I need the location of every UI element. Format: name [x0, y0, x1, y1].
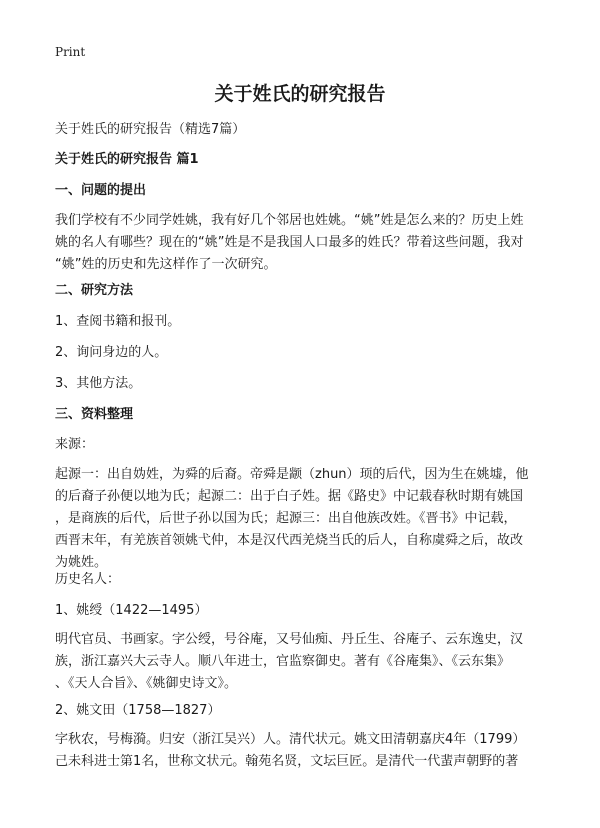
paragraph-line: 姚的名人有哪些？现在的“姚”姓是不是我国人口最多的姓氏？带着这些问题，我对: [55, 235, 524, 250]
paragraph-line: 族，浙江嘉兴大云寺人。顺八年进士，官监察御史。著有《谷庵集》、《云东集》: [55, 654, 511, 669]
paragraph-line: 字秋农，号梅漪。归安（浙江吴兴）人。清代状元。姚文田清朝嘉庆4年（1799）: [55, 732, 526, 747]
person-heading: 1、姚绶（1422—1495）: [55, 603, 208, 618]
paragraph-line: 的后裔子孙便以地为氏；起源二：出于白子姓。据《路史》中记载春秋时期有姚国: [55, 489, 524, 504]
paragraph-line: 己未科进士第1名，世称文状元。翰苑名贤，文坛巨匠。是清代一代蜚声朝野的著: [55, 754, 519, 769]
print-label[interactable]: Print: [55, 45, 86, 59]
paragraph-line: 起源一：出自妫姓，为舜的后裔。帝舜是颛（zhun）顼的后代，因为生在姚墟，他: [55, 467, 529, 482]
section-heading-methods: 二、研究方法: [55, 283, 134, 298]
paragraph-line: 西晋末年，有羌族首领姚弋仲，本是汉代西羌烧当氏的后人，自称虞舜之后，故改: [55, 533, 524, 548]
method-item: 2、询问身边的人。: [55, 345, 168, 360]
document-title: 关于姓氏的研究报告: [214, 83, 386, 105]
section-heading-materials: 三、资料整理: [55, 407, 134, 422]
source-label: 来源：: [55, 437, 95, 452]
famous-people-label: 历史名人：: [55, 572, 121, 587]
paragraph-line: 为姚姓。: [55, 555, 108, 570]
origin-paragraph: [55, 464, 549, 574]
paragraph-line: 、《天人合旨》、《姚御史诗文》。: [55, 676, 238, 691]
paragraph-line: 我们学校有不少同学姓姚，我有好几个邻居也姓姚。“姚”姓是怎么来的？历史上姓: [55, 213, 524, 228]
person-paragraph: [55, 729, 549, 773]
problem-paragraph: [55, 210, 549, 276]
person-paragraph: [55, 629, 549, 695]
person-heading: 2、姚文田（1758—1827）: [55, 703, 221, 718]
method-item: 1、查阅书籍和报刊。: [55, 314, 181, 329]
method-item: 3、其他方法。: [55, 376, 142, 391]
paragraph-line: 明代官员、书画家。字公绶，号谷庵，又号仙痴、丹丘生、谷庵子、云东逸史，汉: [55, 632, 524, 647]
paragraph-line: ，是商族的后代，后世子孙以国为氏；起源三：出自他族改姓。《晋书》中记载，: [55, 511, 517, 526]
article-heading: 关于姓氏的研究报告 篇1: [55, 152, 199, 167]
section-heading-problem: 一、问题的提出: [55, 183, 147, 198]
document-subtitle: 关于姓氏的研究报告（精选7篇）: [55, 122, 246, 137]
paragraph-line: “姚”姓的历史和先这样作了一次研究。: [55, 257, 277, 272]
